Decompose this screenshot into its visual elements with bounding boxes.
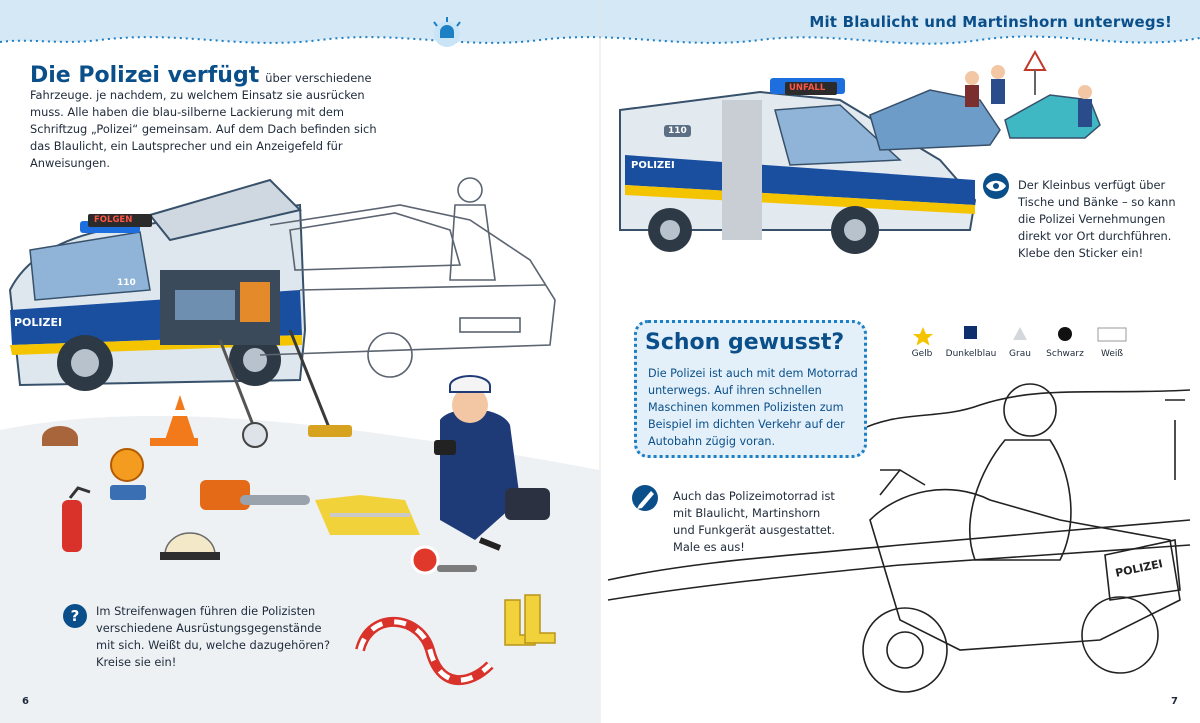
van-plate-number: 110	[664, 125, 691, 137]
car-roof-sign: FOLGEN	[94, 215, 133, 225]
page-number-left: 6	[22, 696, 29, 707]
facts-text: Die Polizei ist auch mit dem Motorrad unterwegs. Auf ihren schnellen Maschinen kommen Polizisten zum Beispiel im dichten Verkehr auf der Autobahn zügig voran.	[648, 367, 858, 448]
motorbike-note: Auch das Polizeimotorrad ist mit Blaulicht, Martinshorn und Funkgerät ausgestattet. Male es aus!	[673, 489, 836, 554]
swatch-label-gelb: Gelb	[911, 349, 933, 359]
van-door-text: POLIZEI	[631, 160, 675, 171]
swatch-row	[913, 326, 1126, 346]
question-icon: ?	[63, 604, 87, 628]
swatch-label-schwarz: Schwarz	[1046, 349, 1084, 359]
safety-vest	[315, 495, 420, 535]
eye-icon	[983, 173, 1009, 199]
swatch-label-grau: Grau	[1009, 349, 1031, 359]
swatch-label-weiss: Weiß	[1100, 349, 1124, 359]
warning-lamp	[110, 449, 146, 500]
van-note: Der Kleinbus verfügt über Tische und Bänke – so kann die Polizei Vernehmungen direkt vor Ort durchführen. Klebe den Sticker ein!	[1018, 178, 1176, 260]
police-car-illustration	[10, 180, 305, 391]
swatch-label-dunkelblau: Dunkelblau	[945, 349, 997, 359]
intro-paragraph	[30, 63, 400, 172]
headline: Die Polizei verfügt	[30, 63, 260, 88]
car-door-text: POLIZEI	[14, 316, 63, 329]
intro-text: über verschiedene Fahrzeuge. je nachdem, zu welchem Einsatz sie ausrücken muss. Alle haben die blau-silberne Lackierung mit dem Schriftzug „Polizei“ gemeinsam. Auf dem Dach befinden sich das Blaulicht, ein Lautsprecher und ein Anzeigefeld für Anweisungen.	[30, 71, 377, 170]
car-plate-number: 110	[117, 278, 136, 288]
accident-scene	[870, 52, 1100, 150]
header-title: Mit Blaulicht und Martinshorn unterwegs!	[809, 13, 1172, 31]
facts-title: Schon gewusst?	[645, 330, 845, 355]
page-number-right: 7	[1171, 696, 1178, 707]
quiz-text: Im Streifenwagen führen die Polizisten verschiedene Ausrüstungsgegenstände mit sich. Weißt du, welche dazugehören? Kreise sie ein!	[96, 604, 331, 669]
pencil-icon	[632, 485, 658, 511]
van-roof-sign: UNFALL	[789, 83, 826, 93]
motorbike-side-text: POLIZEI	[1114, 557, 1164, 580]
